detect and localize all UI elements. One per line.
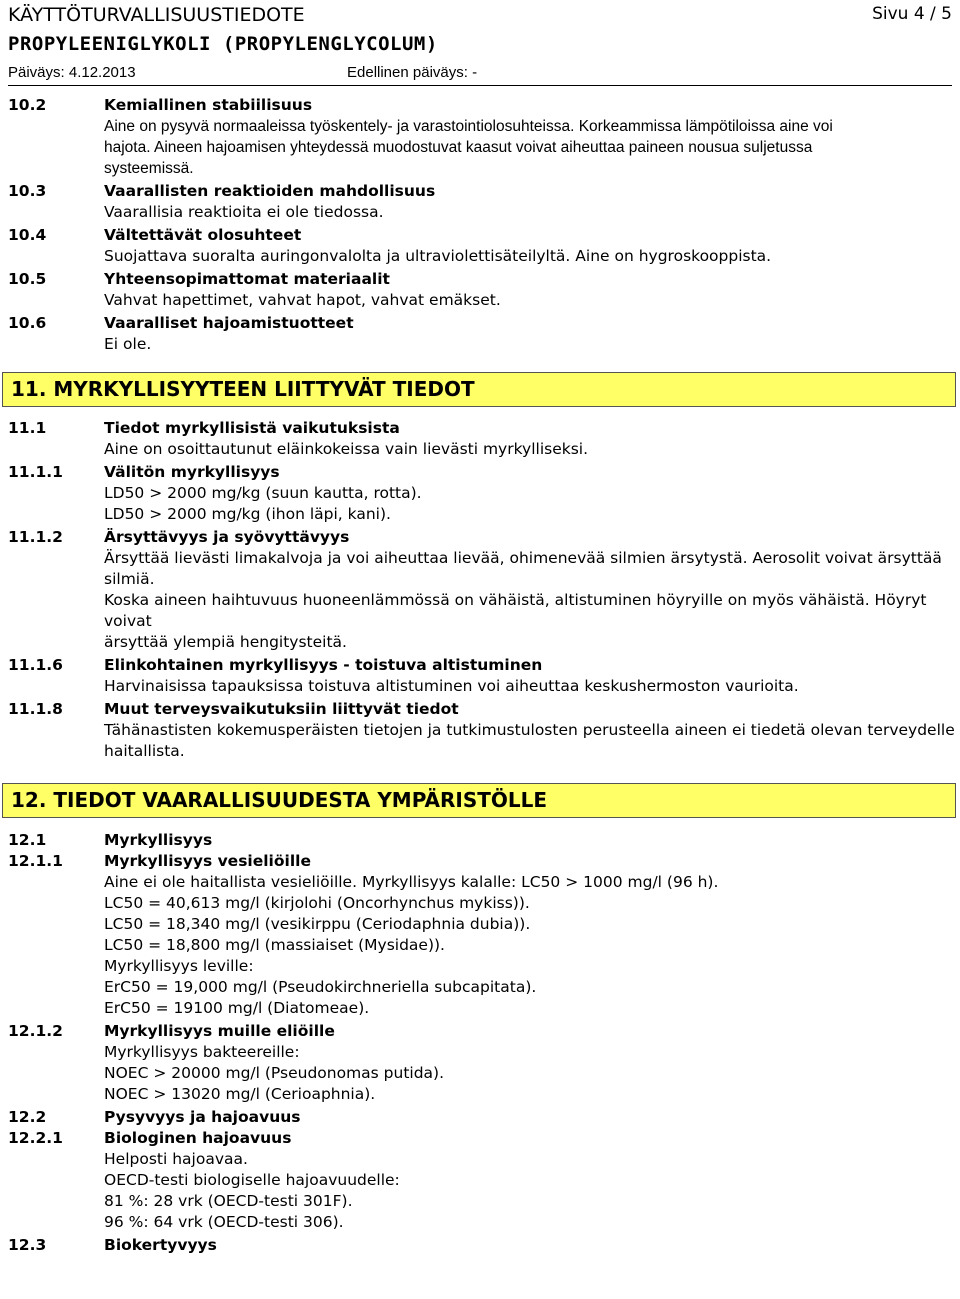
section-12-1 xyxy=(8,830,958,851)
section-number: 10.2 xyxy=(8,96,47,114)
section-number: 12.2 xyxy=(8,1108,47,1126)
product-name: PROPYLEENIGLYKOLI (PROPYLENGLYCOLUM) xyxy=(8,33,438,55)
document-date: Päiväys: 4.12.2013 xyxy=(8,64,136,81)
section-number: 11.1 xyxy=(8,419,47,437)
section-number: 12.1.1 xyxy=(8,852,63,870)
paragraph: OECD-testi biologiselle hajoavuudelle: xyxy=(104,1171,400,1189)
paragraph: LC50 = 18,340 mg/l (vesikirppu (Ceriodaphnia dubia)). xyxy=(104,915,531,933)
paragraph: NOEC > 20000 mg/l (Pseudonomas putida). xyxy=(104,1064,445,1082)
paragraph: LC50 = 18,800 mg/l (massiaiset (Mysidae)). xyxy=(104,936,445,954)
section-number: 11.1.6 xyxy=(8,656,63,674)
section-number: 10.5 xyxy=(8,270,47,288)
section-number: 11.1.1 xyxy=(8,463,63,481)
section-10-4 xyxy=(8,225,958,267)
section-10-6 xyxy=(8,313,958,355)
section-12-3 xyxy=(8,1235,958,1256)
section-12-heading: 12. TIEDOT VAARALLISUUDESTA YMPÄRISTÖLLE xyxy=(2,783,956,818)
document-body xyxy=(8,95,958,1256)
section-number: 11.1.8 xyxy=(8,700,63,718)
section-title: Myrkyllisyys xyxy=(104,831,213,849)
section-11-1-1 xyxy=(8,462,958,525)
paragraph: silmiä. xyxy=(104,570,155,588)
paragraph: LD50 > 2000 mg/kg (ihon läpi, kani). xyxy=(104,505,391,523)
section-number: 12.1 xyxy=(8,831,47,849)
paragraph: Myrkyllisyys bakteereille: xyxy=(104,1043,300,1061)
section-12-1-2 xyxy=(8,1021,958,1105)
paragraph: systeemissä. xyxy=(104,160,194,177)
header-divider xyxy=(8,85,952,86)
paragraph: Ei ole. xyxy=(104,335,152,353)
page-number: Sivu 4 / 5 xyxy=(872,4,952,24)
paragraph: Aine ei ole haitallista vesieliöille. Myrkyllisyys kalalle: LC50 > 1000 mg/l (96 h). xyxy=(104,873,719,891)
paragraph: Aine on osoittautunut eläinkokeissa vain lievästi myrkylliseksi. xyxy=(104,440,589,458)
paragraph: Vahvat hapettimet, vahvat hapot, vahvat emäkset. xyxy=(104,291,501,309)
paragraph: 81 %: 28 vrk (OECD-testi 301F). xyxy=(104,1192,353,1210)
section-title: Yhteensopimattomat materiaalit xyxy=(104,270,390,288)
section-11-1-6 xyxy=(8,655,958,697)
section-number: 12.1.2 xyxy=(8,1022,63,1040)
section-title: Biologinen hajoavuus xyxy=(104,1129,292,1147)
paragraph: 96 %: 64 vrk (OECD-testi 306). xyxy=(104,1213,344,1231)
section-title: Elinkohtainen myrkyllisyys - toistuva altistuminen xyxy=(104,656,543,674)
section-title: Vaarallisten reaktioiden mahdollisuus xyxy=(104,182,436,200)
section-number: 12.2.1 xyxy=(8,1129,63,1147)
paragraph: Vaarallisia reaktioita ei ole tiedossa. xyxy=(104,203,384,221)
section-title: Kemiallinen stabiilisuus xyxy=(104,96,313,114)
section-10-3 xyxy=(8,181,958,223)
section-title: Välitön myrkyllisyys xyxy=(104,463,280,481)
section-11-1-8 xyxy=(8,699,958,762)
section-title: Biokertyvyys xyxy=(104,1236,217,1254)
paragraph: LD50 > 2000 mg/kg (suun kautta, rotta). xyxy=(104,484,422,502)
section-11-1-2 xyxy=(8,527,958,653)
paragraph: haitallista. xyxy=(104,742,185,760)
paragraph: Harvinaisissa tapauksissa toistuva altistuminen voi aiheuttaa keskushermoston vaurioita. xyxy=(104,677,799,695)
section-title: Pysyvyys ja hajoavuus xyxy=(104,1108,301,1126)
section-number: 10.4 xyxy=(8,226,47,244)
paragraph: LC50 = 40,613 mg/l (kirjolohi (Oncorhynchus mykiss)). xyxy=(104,894,530,912)
document-type: KÄYTTÖTURVALLISUUSTIEDOTE xyxy=(8,4,305,26)
previous-date: Edellinen päiväys: - xyxy=(347,64,478,81)
section-12-1-1 xyxy=(8,851,958,1019)
section-title: Vaaralliset hajoamistuotteet xyxy=(104,314,354,332)
section-11-heading: 11. MYRKYLLISYYTEEN LIITTYVÄT TIEDOT xyxy=(2,372,956,407)
section-title: Muut terveysvaikutuksiin liittyvät tiedot xyxy=(104,700,459,718)
section-title: Ärsyttävyys ja syövyttävyys xyxy=(104,528,350,546)
paragraph: Helposti hajoavaa. xyxy=(104,1150,248,1168)
paragraph: Koska aineen haihtuvuus huoneenlämmössä on vähäistä, altistuminen höyryille on myös vähäistä. Höyryt voivat xyxy=(104,591,927,630)
section-number: 10.6 xyxy=(8,314,47,332)
section-title: Vältettävät olosuhteet xyxy=(104,226,302,244)
paragraph: ärsyttää ylempiä hengitysteitä. xyxy=(104,633,347,651)
section-title: Myrkyllisyys muille eliöille xyxy=(104,1022,335,1040)
paragraph: ErC50 = 19,000 mg/l (Pseudokirchneriella subcapitata). xyxy=(104,978,537,996)
paragraph: Ärsyttää lievästi limakalvoja ja voi aiheuttaa lievää, ohimenevää silmien ärsytystä. Aerosolit voivat ärsyttää xyxy=(104,549,942,567)
section-12-2 xyxy=(8,1107,958,1128)
section-10-2 xyxy=(8,95,958,179)
paragraph: Myrkyllisyys leville: xyxy=(104,957,254,975)
paragraph: NOEC > 13020 mg/l (Cerioaphnia). xyxy=(104,1085,376,1103)
section-10-5 xyxy=(8,269,958,311)
section-number: 10.3 xyxy=(8,182,47,200)
section-title: Myrkyllisyys vesieliöille xyxy=(104,852,311,870)
paragraph: Aine on pysyvä normaaleissa työskentely- ja varastointiolosuhteissa. Korkeammissa lämpötiloissa aine voi xyxy=(104,118,833,135)
paragraph: Suojattava suoralta auringonvalolta ja ultraviolettisäteilyltä. Aine on hygroskooppista. xyxy=(104,247,772,265)
paragraph: Tähänastisten kokemusperäisten tietojen ja tutkimustulosten perusteella aineen ei tiedetä olevan terveydelle xyxy=(104,721,955,739)
section-number: 11.1.2 xyxy=(8,528,63,546)
paragraph: hajota. Aineen hajoamisen yhteydessä muodostuvat kaasut voivat aiheuttaa paineen nousua suljetussa xyxy=(104,139,813,156)
paragraph: ErC50 = 19100 mg/l (Diatomeae). xyxy=(104,999,370,1017)
section-12-2-1 xyxy=(8,1128,958,1233)
section-11-1 xyxy=(8,418,958,460)
section-title: Tiedot myrkyllisistä vaikutuksista xyxy=(104,419,400,437)
section-number: 12.3 xyxy=(8,1236,47,1254)
